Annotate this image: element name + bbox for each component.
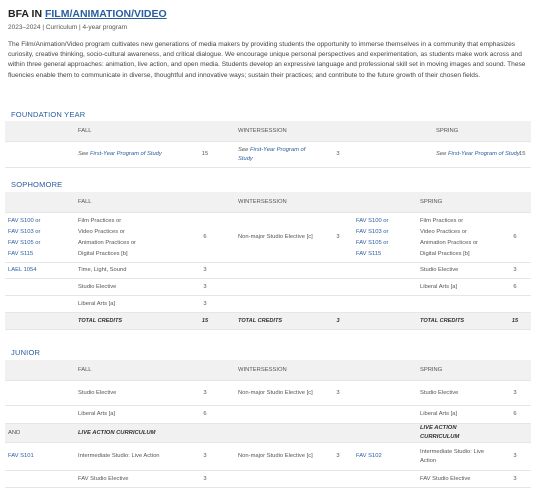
column-wintersession: WINTERSESSION bbox=[235, 360, 323, 381]
foundation-spring-credits: 15 bbox=[519, 151, 526, 157]
course-name: Video Practices or bbox=[78, 228, 125, 235]
see-label: See bbox=[78, 151, 89, 157]
page-title bbox=[8, 8, 528, 21]
credit-value: 3 bbox=[175, 443, 235, 471]
credit-value: 3 bbox=[175, 381, 235, 406]
course-name: Intermediate Studio: Live Action bbox=[75, 443, 175, 471]
credit-value: 6 bbox=[499, 213, 531, 263]
credit-value: 3 bbox=[175, 471, 235, 488]
course-name: FAV Studio Elective bbox=[417, 471, 499, 488]
course-name: Non-major Studio Elective [c] bbox=[235, 213, 323, 263]
course-name: Animation Practices or bbox=[420, 239, 478, 246]
table-header-row bbox=[5, 360, 531, 381]
column-fall: FALL bbox=[75, 121, 175, 142]
total-label: TOTAL CREDITS bbox=[75, 313, 175, 330]
credit-value: 6 bbox=[175, 406, 235, 424]
credit-value: 3 bbox=[499, 471, 531, 488]
course-name: Digital Practices [b] bbox=[78, 250, 128, 257]
credit-value: 3 bbox=[175, 296, 235, 313]
course-code-link[interactable]: FAV S103 or bbox=[356, 228, 389, 235]
course-name: Liberal Arts [a] bbox=[417, 279, 499, 296]
table-header-row bbox=[5, 192, 531, 213]
course-code-link[interactable]: FAV S100 or bbox=[356, 217, 389, 224]
credit-value: 3 bbox=[323, 443, 353, 471]
total-value: 15 bbox=[499, 313, 531, 330]
course-name: Studio Elective bbox=[417, 381, 499, 406]
table-row bbox=[5, 142, 531, 168]
course-name: Intermediate Studio: Live Action bbox=[417, 443, 499, 471]
course-name: FAV Studio Elective bbox=[75, 471, 175, 488]
section-title-junior: JUNIOR bbox=[11, 348, 41, 357]
course-name: Film Practices or bbox=[420, 217, 464, 224]
foundation-table bbox=[5, 121, 531, 168]
column-fall: FALL bbox=[75, 192, 175, 213]
column-wintersession: WINTERSESSION bbox=[235, 121, 323, 142]
table-row bbox=[5, 381, 531, 406]
table-row bbox=[5, 471, 531, 488]
course-name: Liberal Arts [a] bbox=[75, 296, 175, 313]
title-program-link[interactable]: FILM/ANIMATION/VIDEO bbox=[44, 8, 167, 20]
course-code-link[interactable]: FAV S103 or bbox=[8, 228, 41, 235]
column-spring: SPRING bbox=[433, 121, 531, 142]
curriculum-row bbox=[5, 424, 531, 443]
sophomore-table bbox=[5, 192, 531, 330]
credit-value: 6 bbox=[499, 279, 531, 296]
program-intro: The Film/Animation/Video program cultivates new generations of media makers by providing students the opportunity to immerse themselves in a community that emphasizes curiosity, creative thinking, socio-cultural awareness, and critical dialogue. We encourage unique personal perspectives and experimentation, as students make work across and within three general approaches: animation, live action, and open media. Students develop an expressive language and professional skill set in moving images and sound. These fluencies enable them to communicate in diverse, thoughtful and innovative ways; sustain their practices; and contribute to the future growth of their chosen fields. bbox=[8, 41, 526, 79]
program-meta: 2023–2024 | Curriculum | 4-year program bbox=[8, 24, 127, 31]
column-spring: SPRING bbox=[417, 360, 499, 381]
course-code-link[interactable]: FAV S102 bbox=[353, 443, 417, 471]
section-title-sophomore: SOPHOMORE bbox=[11, 180, 63, 189]
credit-value: 3 bbox=[175, 263, 235, 279]
credit-value: 6 bbox=[175, 213, 235, 263]
credit-value: 3 bbox=[499, 443, 531, 471]
column-wintersession: WINTERSESSION bbox=[235, 192, 323, 213]
foundation-winter-credits: 3 bbox=[323, 142, 353, 168]
course-code-link[interactable]: FAV S105 or bbox=[356, 239, 389, 246]
credit-value: 3 bbox=[499, 263, 531, 279]
foundation-fall-credits: 15 bbox=[175, 142, 235, 168]
title-prefix: BFA IN bbox=[8, 8, 45, 20]
course-name: Animation Practices or bbox=[78, 239, 136, 246]
curriculum-label: LIVE ACTION CURRICULUM bbox=[417, 424, 499, 443]
course-code-link[interactable]: FAV S100 or bbox=[8, 217, 41, 224]
course-code-link[interactable]: FAV S101 bbox=[5, 443, 75, 471]
first-year-link-winter[interactable]: First-Year Program of Study bbox=[238, 146, 306, 162]
credit-value: 3 bbox=[323, 213, 353, 263]
table-row bbox=[5, 279, 531, 296]
table-row bbox=[5, 213, 531, 263]
first-year-link-fall[interactable]: First-Year Program of Study bbox=[89, 151, 162, 157]
course-name: Non-major Studio Elective [c] bbox=[235, 443, 323, 471]
column-fall: FALL bbox=[75, 360, 175, 381]
course-name: Video Practices or bbox=[420, 228, 467, 235]
course-name: Digital Practices [b] bbox=[420, 250, 470, 257]
course-name: Studio Elective bbox=[417, 263, 499, 279]
curriculum-label: LIVE ACTION CURRICULUM bbox=[75, 424, 175, 443]
course-code-link[interactable]: FAV S105 or bbox=[8, 239, 41, 246]
total-value: 15 bbox=[175, 313, 235, 330]
table-row bbox=[5, 406, 531, 424]
credit-value: 3 bbox=[323, 381, 353, 406]
total-label: TOTAL CREDITS bbox=[235, 313, 323, 330]
junior-table bbox=[5, 360, 531, 488]
table-header-row bbox=[5, 121, 531, 142]
see-label: See bbox=[436, 151, 447, 157]
credit-value: 6 bbox=[499, 406, 531, 424]
column-spring: SPRING bbox=[417, 192, 499, 213]
course-name: Time, Light, Sound bbox=[75, 263, 175, 279]
course-code-link[interactable]: FAV S115 bbox=[356, 250, 382, 257]
first-year-link-spring[interactable]: First-Year Program of Study bbox=[447, 151, 520, 157]
credit-value: 3 bbox=[175, 279, 235, 296]
course-name: Studio Elective bbox=[75, 381, 175, 406]
course-name: Studio Elective bbox=[75, 279, 175, 296]
course-code-link[interactable]: FAV S115 bbox=[8, 250, 34, 257]
total-row bbox=[5, 313, 531, 330]
course-name: Non-major Studio Elective [c] bbox=[235, 381, 323, 406]
table-row bbox=[5, 263, 531, 279]
course-name: Liberal Arts [a] bbox=[75, 406, 175, 424]
table-row bbox=[5, 443, 531, 471]
course-code-link[interactable]: LAEL 1054 bbox=[5, 263, 75, 279]
total-label: TOTAL CREDITS bbox=[417, 313, 499, 330]
credit-value: 3 bbox=[499, 381, 531, 406]
table-row bbox=[5, 296, 531, 313]
course-name: Film Practices or bbox=[78, 217, 122, 224]
total-value: 3 bbox=[323, 313, 353, 330]
see-label: See bbox=[238, 146, 249, 153]
and-label: AND bbox=[5, 424, 75, 443]
course-name: Liberal Arts [a] bbox=[417, 406, 499, 424]
section-title-foundation: FOUNDATION YEAR bbox=[11, 110, 86, 119]
